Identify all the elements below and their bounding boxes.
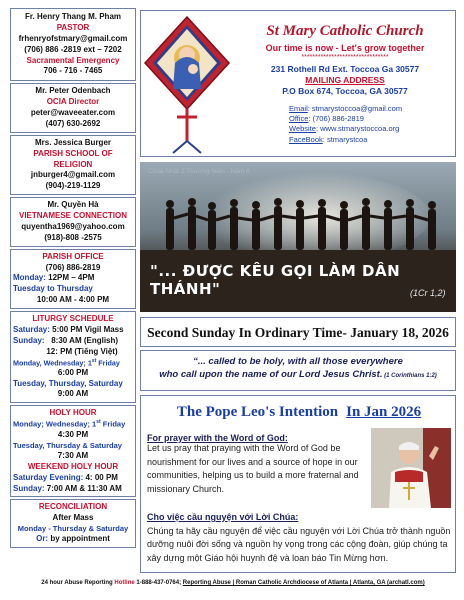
intention-month: In Jan 2026: [346, 404, 422, 420]
email-value[interactable]: : stmarystoccoa@gmail.com: [307, 104, 403, 114]
holy-hour-box: [10, 405, 136, 497]
hotline-label: Hotline: [114, 580, 135, 586]
pastor-email[interactable]: frhenryofstmary@gmail.com: [18, 33, 128, 43]
reconciliation-or: Or:: [36, 534, 49, 544]
pastor-name: Fr. Henry Thang M. Pham: [24, 12, 121, 21]
intention-box: [140, 395, 456, 573]
liturgy-sat-time: 5:00 PM Vigil Mass: [52, 324, 124, 334]
holy-hour-mw-time: 4:30 PM: [57, 429, 89, 439]
quote-ref: (1 Corinthians 1:2): [382, 373, 437, 380]
intention-title-text: The Pope Leo's Intention: [176, 404, 339, 420]
holy-hour-tts-time: 7:30 AM: [57, 450, 89, 460]
ocia-email[interactable]: peter@waveeater.com: [30, 108, 116, 117]
office-hours1: 12PM – 4PM: [48, 273, 95, 283]
vietnamese-text: Chúng ta hãy cầu nguyện để việc cầu nguyện với Lời Chúa trở thành nguồn dưỡng nuôi đời sống và nguồn hy vọng trong các cộng đoàn, giúp chúng ta xây dựng một Giáo hội huynh đệ và loan báo Tin Mừng hơn.: [147, 525, 451, 563]
office-days1: Monday:: [13, 273, 46, 283]
quote-line2: who call upon the name of our Lord Jesus Christ.: [159, 369, 383, 381]
ocia-box: [10, 83, 136, 133]
church-name: St Mary Catholic Church: [266, 23, 424, 39]
liturgy-sat-label: Saturday:: [13, 324, 50, 334]
vietnamese-title: VIETNAMESE CONNECTION: [18, 211, 127, 220]
sidebar: [10, 8, 136, 550]
church-logo: [143, 13, 231, 155]
religion-email[interactable]: jnburger4@gmail.com: [30, 170, 116, 180]
weekend-sat-label: Saturday Evening:: [13, 472, 84, 482]
abuse-report-link[interactable]: Reporting Abuse | Roman Catholic Archdiocese of Atlanta | Atlanta, GA (archatl.com): [182, 580, 425, 586]
office-phone: (706) 886-2819: [45, 262, 101, 272]
intention-vietnamese: [147, 510, 451, 565]
pastor-title: PASTOR: [56, 22, 90, 32]
office-label: Office: [289, 114, 309, 124]
quote-line1: “... called to be holy, with all those everywhere: [193, 356, 403, 367]
liturgy-mwf-label: Monday, Wednesday; 1: [13, 357, 92, 367]
office-hours2: 10:00 AM - 4:00 PM: [36, 295, 110, 305]
vietnamese-name: Mr. Quyền Hà: [47, 200, 99, 210]
liturgy-sun-label: Sunday:: [13, 335, 45, 345]
liturgy-mwf-time: 6:00 PM: [57, 367, 89, 377]
banner-caption: Chúa Nhật 2 Thường Niên - Năm A: [148, 168, 251, 175]
website-label: Website: [289, 124, 316, 134]
liturgy-title: LITURGY SCHEDULE: [32, 314, 114, 323]
stars-divider: ********************************: [301, 54, 389, 61]
banner-image: [140, 162, 456, 312]
english-heading: For prayer with the Word of God:: [147, 433, 288, 443]
holy-hour-mw-sup: st: [96, 419, 101, 426]
tagline: Our time is now - Let's grow together: [265, 43, 425, 53]
weekend-sat-time: 4: 00 PM: [85, 472, 118, 482]
pastor-box: [10, 8, 136, 81]
liturgy-mwf-tail: Friday: [96, 357, 120, 367]
vietnamese-phone: (918)-808 -2575: [44, 232, 102, 242]
reconciliation-line2: Monday - Thursday & Saturday: [17, 524, 129, 534]
holy-hour-title: HOLY HOUR: [49, 408, 97, 418]
footer-lead: 24 hour Abuse Reporting: [41, 580, 115, 586]
weekend-sun-time: 7:00 AM & 11:30 AM: [46, 483, 122, 493]
liturgy-sun-time1: 8:30 AM (English): [51, 335, 119, 345]
religion-name: Mrs. Jessica Burger: [34, 137, 112, 147]
contact-list: [289, 104, 457, 145]
ocia-phone: (407) 630-2692: [45, 118, 101, 128]
religion-phone: (904)-219-1129: [45, 181, 101, 191]
weekend-holy-hour-title: WEEKEND HOLY HOUR: [27, 461, 119, 471]
liturgy-tts-time: 9:00 AM: [57, 389, 89, 399]
pastor-phone: (706) 886 -2819 ext – 7202: [24, 44, 122, 54]
mailing-label: MAILING ADDRESS: [305, 75, 385, 86]
pope-photo: [371, 428, 451, 508]
office-box: [10, 249, 136, 309]
office-value: : (706) 886-2819: [308, 114, 364, 124]
vietnamese-box: [10, 197, 136, 247]
office-title: PARISH OFFICE: [42, 251, 104, 261]
facebook-link[interactable]: : stmarystcoa: [322, 134, 368, 144]
footer: [10, 580, 456, 586]
reconciliation-line1: After Mass: [52, 513, 94, 523]
street-address: 231 Rothell Rd Ext. Toccoa Ga 30577: [270, 64, 420, 74]
banner-ref: (1Cr 1,2): [410, 288, 446, 298]
english-text: Let us pray that praying with the Word of God be nourishment for our lives and a source of hope in our communities, helping us to build a more fraternal and missionary Church.: [147, 443, 359, 494]
hotline-number: 1-888-437-0764;: [134, 580, 183, 586]
religion-title: PARISH SCHOOL OF RELIGION: [33, 148, 113, 169]
weekend-sun-label: Sunday:: [13, 483, 45, 493]
office-days2: Tuesday to Thursday: [13, 284, 93, 294]
scripture-quote: [140, 350, 456, 391]
banner-quote: "... ĐƯỢC KÊU GỌI LÀM DÂN THÁNH": [150, 262, 401, 298]
liturgy-sun-time2: 12: PM (Tiếng Việt): [46, 346, 118, 356]
liturgy-mwf-sup: st: [91, 357, 97, 364]
emergency-phone: 706 - 716 - 7465: [43, 66, 103, 76]
reconciliation-line3: by appointment: [50, 534, 110, 544]
reconciliation-title: RECONCILIATION: [38, 502, 108, 512]
vietnamese-email[interactable]: quyentha1969@yahoo.com: [21, 221, 125, 231]
religion-box: [10, 135, 136, 195]
sunday-title: Second Sunday In Ordinary Time- January 18, 2026: [140, 317, 456, 347]
intention-title: [141, 404, 457, 421]
vietnamese-heading: Cho việc cầu nguyện với Lời Chúa:: [147, 512, 299, 522]
church-header: [140, 10, 456, 157]
header-text: [233, 11, 457, 145]
holy-hour-mw-tail: Friday: [100, 419, 126, 429]
emergency-label: Sacramental Emergency: [26, 55, 120, 65]
email-label: Email: [289, 104, 308, 114]
liturgy-box: [10, 311, 136, 403]
ocia-title: OCIA Director: [46, 97, 100, 107]
website-link[interactable]: : www.stmarystoccoa.org: [315, 124, 400, 134]
holy-hour-mw-label: Monday; Wednesday; 1: [13, 419, 97, 429]
po-box: P.O Box 674, Toccoa, GA 30577: [282, 86, 408, 97]
facebook-label: FaceBook: [289, 134, 323, 144]
address-block: [233, 64, 457, 97]
ocia-name: Mr. Peter Odenbach: [35, 86, 111, 96]
holy-hour-tts-label: Tuesday, Thursday & Saturday: [13, 440, 122, 450]
reconciliation-box: [10, 499, 136, 548]
liturgy-tts-label: Tuesday, Thursday, Saturday: [13, 378, 123, 388]
